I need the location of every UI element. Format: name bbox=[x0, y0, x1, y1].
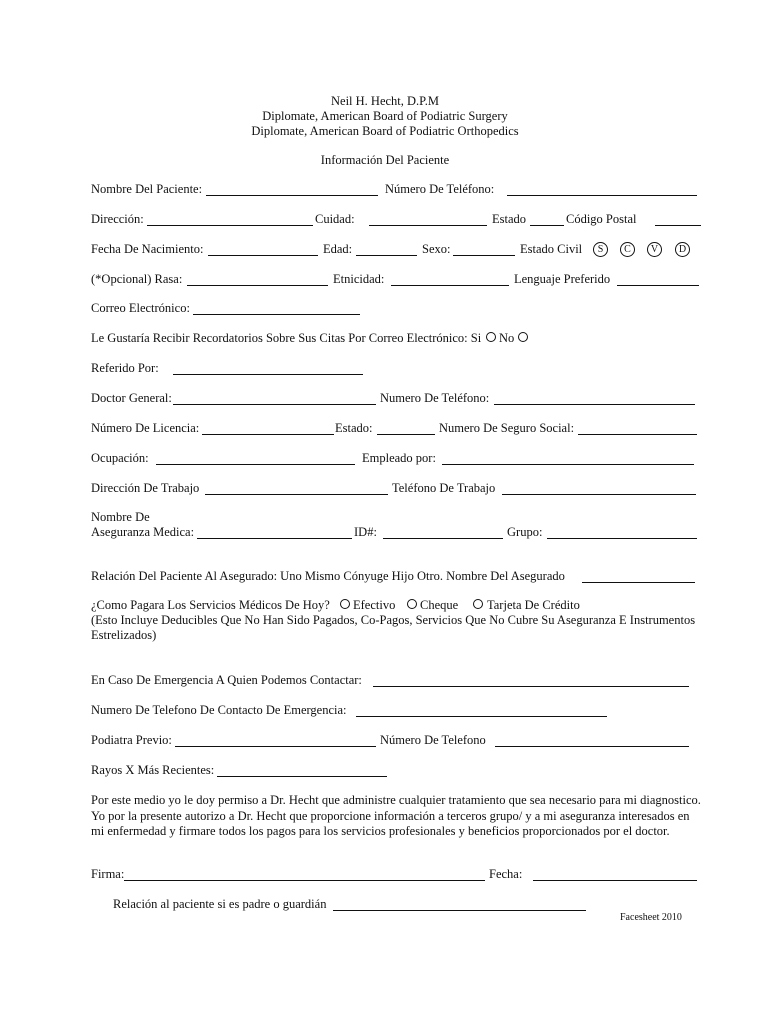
work-phone-field[interactable] bbox=[502, 494, 696, 495]
reminder-no-radio[interactable] bbox=[518, 332, 528, 342]
payment-question: ¿Como Pagara Los Servicios Médicos De Hoy? bbox=[91, 598, 330, 612]
payment-cash-radio[interactable] bbox=[340, 599, 350, 609]
guardian-relation-field[interactable] bbox=[333, 910, 586, 911]
age-field[interactable] bbox=[356, 255, 417, 256]
signature-field[interactable] bbox=[124, 880, 485, 881]
ethnicity-field[interactable] bbox=[391, 285, 509, 286]
payment-cash-label: Efectivo bbox=[353, 598, 396, 612]
referred-by-field[interactable] bbox=[173, 374, 363, 375]
relation-label: Relación Del Paciente Al Asegurado: Uno Mismo Cónyuge Hijo Otro. Nombre Del Asegurado bbox=[91, 569, 565, 583]
marital-option-c[interactable]: C bbox=[620, 242, 635, 257]
email-label: Correo Electrónico: bbox=[91, 301, 190, 315]
date-field[interactable] bbox=[533, 880, 697, 881]
city-field[interactable] bbox=[369, 225, 487, 226]
work-phone-label: Teléfono De Trabajo bbox=[392, 481, 496, 495]
emergency-phone-field[interactable] bbox=[356, 716, 607, 717]
payment-note-line-1: (Esto Incluye Deducibles Que No Han Sido Pagados, Co-Pagos, Servicios Que No Cubre Su Aseguranza E Instrumentos bbox=[91, 613, 696, 627]
diplomate-surgery: Diplomate, American Board of Podiatric Surgery bbox=[262, 109, 508, 123]
payment-credit-label: Tarjeta De Crédito bbox=[487, 598, 580, 612]
address-label: Dirección: bbox=[91, 212, 144, 226]
general-doctor-field[interactable] bbox=[173, 404, 376, 405]
license-number-label: Número De Licencia: bbox=[91, 421, 200, 435]
footer-facesheet: Facesheet 2010 bbox=[620, 912, 682, 923]
consent-paragraph: Por este medio yo le doy permiso a Dr. Hecht que administre cualquier tratamiento que sea necesario para mi diagnostico. Yo por la presente autorizo a Dr. Hecht que proporcione información a terceros grupo/ y a mi aseguranza interesados en mi enfermedad y firmare todos los pagos para los servicios profesionales y beneficios proporcionados por el doctor. bbox=[91, 793, 701, 838]
occupation-field[interactable] bbox=[156, 464, 355, 465]
birth-date-field[interactable] bbox=[208, 255, 318, 256]
phone-field[interactable] bbox=[507, 195, 697, 196]
insured-name-field[interactable] bbox=[582, 582, 695, 583]
prior-podiatrist-field[interactable] bbox=[175, 746, 376, 747]
reminder-no-label: No bbox=[499, 331, 515, 345]
license-number-field[interactable] bbox=[202, 434, 334, 435]
xrays-field[interactable] bbox=[217, 776, 387, 777]
date-label: Fecha: bbox=[489, 867, 523, 881]
guardian-relation-label: Relación al paciente si es padre o guardián bbox=[113, 897, 327, 911]
doctor-name: Neil H. Hecht, D.P.M bbox=[331, 94, 439, 108]
ethnicity-label: Etnicidad: bbox=[333, 272, 385, 286]
language-label: Lenguaje Preferido bbox=[514, 272, 611, 286]
general-doctor-label: Doctor General: bbox=[91, 391, 172, 405]
state-label: Estado bbox=[492, 212, 527, 226]
emergency-contact-label: En Caso De Emergencia A Quien Podemos Contactar: bbox=[91, 673, 362, 687]
city-label: Cuidad: bbox=[315, 212, 355, 226]
xrays-label: Rayos X Más Recientes: bbox=[91, 763, 215, 777]
ssn-label: Numero De Seguro Social: bbox=[439, 421, 575, 435]
group-label: Grupo: bbox=[507, 525, 543, 539]
form-title: Información Del Paciente bbox=[320, 153, 450, 167]
group-field[interactable] bbox=[547, 538, 697, 539]
referred-by-label: Referido Por: bbox=[91, 361, 159, 375]
diplomate-orthopedics: Diplomate, American Board of Podiatric Orthopedics bbox=[251, 124, 519, 138]
employer-label: Empleado por: bbox=[362, 451, 436, 465]
race-field[interactable] bbox=[187, 285, 328, 286]
emergency-contact-field[interactable] bbox=[373, 686, 689, 687]
age-label: Edad: bbox=[323, 242, 353, 256]
work-address-label: Dirección De Trabajo bbox=[91, 481, 200, 495]
employer-field[interactable] bbox=[442, 464, 694, 465]
address-field[interactable] bbox=[147, 225, 313, 226]
language-field[interactable] bbox=[617, 285, 699, 286]
work-address-field[interactable] bbox=[205, 494, 388, 495]
insurance-id-label: ID#: bbox=[354, 525, 377, 539]
postal-code-field[interactable] bbox=[655, 225, 701, 226]
sex-label: Sexo: bbox=[422, 242, 451, 256]
patient-name-label: Nombre Del Paciente: bbox=[91, 182, 203, 196]
email-reminders-label: Le Gustaría Recibir Recordatorios Sobre Sus Citas Por Correo Electrónico: Si bbox=[91, 331, 482, 345]
marital-option-s[interactable]: S bbox=[593, 242, 608, 257]
phone-label: Número De Teléfono: bbox=[385, 182, 495, 196]
marital-option-d[interactable]: D bbox=[675, 242, 690, 257]
payment-check-radio[interactable] bbox=[407, 599, 417, 609]
insurance-name-label-1: Nombre De bbox=[91, 510, 150, 524]
payment-credit-radio[interactable] bbox=[473, 599, 483, 609]
license-state-label: Estado: bbox=[335, 421, 373, 435]
doctor-phone-label: Numero De Teléfono: bbox=[380, 391, 490, 405]
occupation-label: Ocupación: bbox=[91, 451, 149, 465]
insurance-name-field[interactable] bbox=[197, 538, 352, 539]
license-state-field[interactable] bbox=[377, 434, 435, 435]
payment-check-label: Cheque bbox=[420, 598, 459, 612]
prior-podiatrist-label: Podiatra Previo: bbox=[91, 733, 172, 747]
doctor-phone-field[interactable] bbox=[494, 404, 695, 405]
podiatrist-phone-field[interactable] bbox=[495, 746, 689, 747]
race-label: (*Opcional) Rasa: bbox=[91, 272, 183, 286]
marital-status-label: Estado Civil bbox=[520, 242, 583, 256]
payment-note-line-2: Estrelizados) bbox=[91, 628, 157, 642]
postal-code-label: Código Postal bbox=[566, 212, 637, 226]
marital-option-v[interactable]: V bbox=[647, 242, 662, 257]
email-field[interactable] bbox=[193, 314, 360, 315]
state-field[interactable] bbox=[530, 225, 564, 226]
signature-label: Firma: bbox=[91, 867, 125, 881]
birth-date-label: Fecha De Nacimiento: bbox=[91, 242, 204, 256]
ssn-field[interactable] bbox=[578, 434, 697, 435]
insurance-name-label-2: Aseguranza Medica: bbox=[91, 525, 195, 539]
sex-field[interactable] bbox=[453, 255, 515, 256]
emergency-phone-label: Numero De Telefono De Contacto De Emergencia: bbox=[91, 703, 347, 717]
insurance-id-field[interactable] bbox=[383, 538, 503, 539]
podiatrist-phone-label: Número De Telefono bbox=[380, 733, 486, 747]
patient-name-field[interactable] bbox=[206, 195, 378, 196]
reminder-yes-radio[interactable] bbox=[486, 332, 496, 342]
